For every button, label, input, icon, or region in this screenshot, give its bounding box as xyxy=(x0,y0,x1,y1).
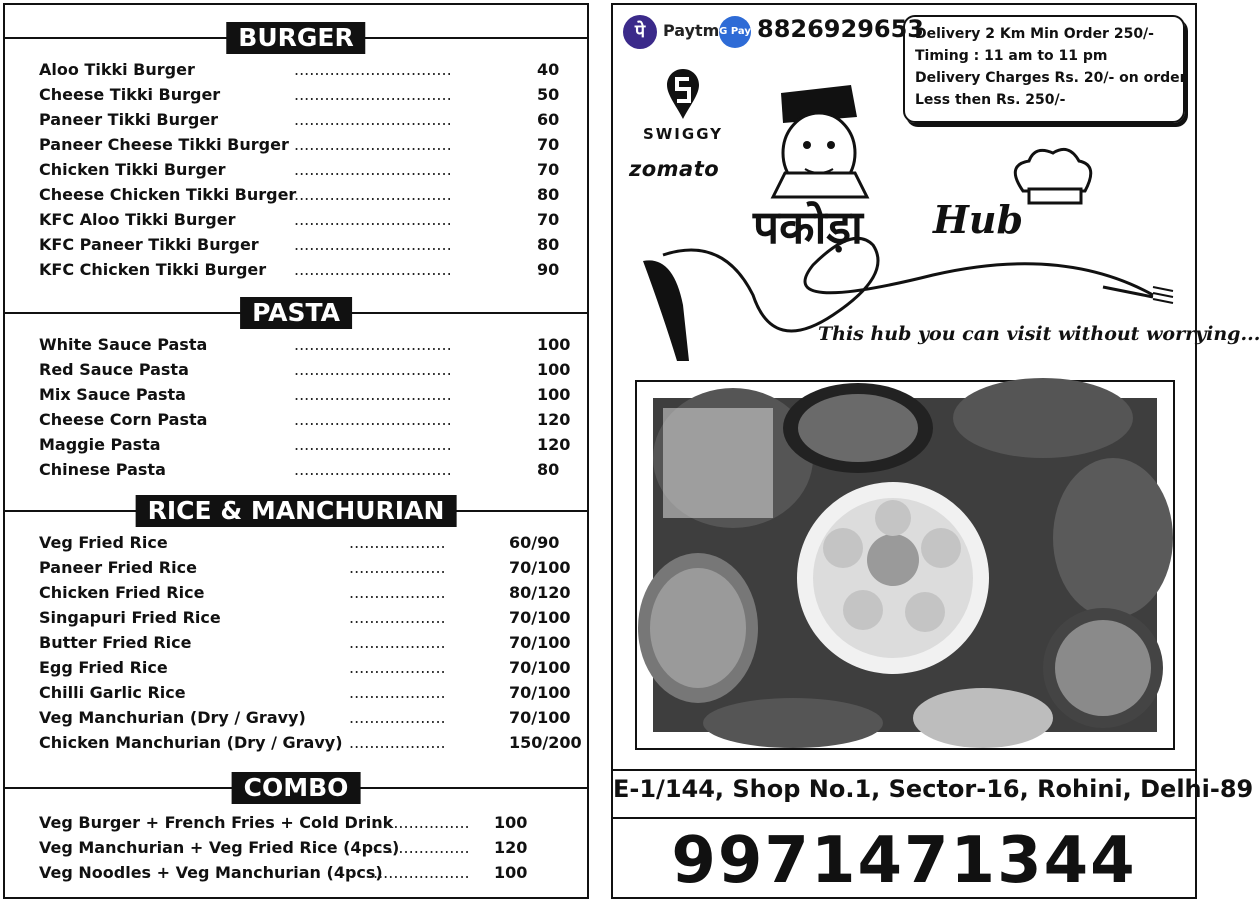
menu-item-price: 100 xyxy=(537,360,571,379)
contact-phone-number[interactable]: 9971471344 xyxy=(671,824,1137,898)
menu-item-name: Maggie Pasta xyxy=(39,435,161,454)
menu-item-price: 100 xyxy=(494,863,528,882)
menu-item-price: 90 xyxy=(537,260,560,279)
divider xyxy=(613,817,1195,819)
paytm-label: Paytm xyxy=(663,21,720,40)
menu-item-name: Veg Fried Rice xyxy=(39,533,168,552)
menu-item-leader: ................... xyxy=(349,583,446,602)
menu-item-price: 80/120 xyxy=(509,583,571,602)
knife-icon xyxy=(643,260,689,361)
section-header-pasta xyxy=(5,297,587,329)
menu-item-price: 70/100 xyxy=(509,658,571,677)
menu-item-name: Paneer Tikki Burger xyxy=(39,110,219,129)
menu-item-price: 60/90 xyxy=(509,533,560,552)
menu-item-name: Chicken Tikki Burger xyxy=(39,160,226,179)
menu-item-name: Mix Sauce Pasta xyxy=(39,385,186,404)
menu-item-name: Cheese Chicken Tikki Burger xyxy=(39,185,297,204)
section-title-combo: COMBO xyxy=(232,772,361,804)
menu-item-name: Cheese Corn Pasta xyxy=(39,410,208,429)
food-photo-frame xyxy=(635,380,1175,750)
phonepe-icon: पे xyxy=(623,15,657,49)
menu-item-price: 70/100 xyxy=(509,558,571,577)
menu-item-leader: ............................... xyxy=(294,360,452,379)
section-header-rice xyxy=(5,495,587,527)
menu-item-price: 40 xyxy=(537,60,560,79)
mascot-illustration xyxy=(773,85,867,197)
menu-item-leader: ................... xyxy=(349,683,446,702)
menu-item-name: Aloo Tikki Burger xyxy=(39,60,195,79)
brand-tagline: This hub you can visit without worrying... xyxy=(818,323,1260,345)
menu-item-price: 120 xyxy=(494,838,528,857)
menu-item-leader: ................... xyxy=(349,733,446,752)
payment-number[interactable]: 8826929653 xyxy=(757,15,924,43)
menu-item-price: 70 xyxy=(537,135,560,154)
menu-item-name: Red Sauce Pasta xyxy=(39,360,189,379)
menu-item-leader: ................... xyxy=(349,708,446,727)
menu-item-leader: ................... xyxy=(349,558,446,577)
menu-item-price: 70/100 xyxy=(509,608,571,627)
menu-item-price: 80 xyxy=(537,460,560,479)
section-header-burger xyxy=(5,22,587,54)
section-header-combo xyxy=(5,772,587,804)
brand-logo xyxy=(633,65,1187,365)
menu-item-name: Veg Manchurian + Veg Fried Rice (4pcs) xyxy=(39,838,400,857)
menu-item-name: Paneer Fried Rice xyxy=(39,558,197,577)
brand-name-hindi: पकोड़ा xyxy=(753,200,863,254)
section-title-rice: RICE & MANCHURIAN xyxy=(136,495,457,527)
menu-item-name: KFC Aloo Tikki Burger xyxy=(39,210,236,229)
menu-item-name: Veg Noodles + Veg Manchurian (4pcs) xyxy=(39,863,383,882)
menu-item-leader: ............................... xyxy=(294,410,452,429)
menu-item-leader: ............................... xyxy=(294,210,452,229)
menu-item-leader: ............................... xyxy=(294,135,452,154)
menu-item-name: Chicken Fried Rice xyxy=(39,583,205,602)
menu-item-name: Chicken Manchurian (Dry / Gravy) xyxy=(39,733,343,752)
menu-item-name: White Sauce Pasta xyxy=(39,335,208,354)
menu-item-price: 50 xyxy=(537,85,560,104)
menu-item-price: 70/100 xyxy=(509,633,571,652)
menu-panel xyxy=(3,3,589,899)
menu-item-price: 100 xyxy=(537,385,571,404)
menu-item-leader: ............................... xyxy=(294,185,452,204)
menu-item-leader: ............................... xyxy=(294,85,452,104)
menu-item-price: 70 xyxy=(537,210,560,229)
menu-item-price: 80 xyxy=(537,235,560,254)
menu-item-leader: ................... xyxy=(349,658,446,677)
menu-item-name: Cheese Tikki Burger xyxy=(39,85,221,104)
menu-item-leader: ................... xyxy=(349,533,446,552)
timing-info-line: Timing : 11 am to 11 pm xyxy=(915,48,1108,64)
menu-item-name: Chilli Garlic Rice xyxy=(39,683,186,702)
divider xyxy=(613,769,1195,771)
section-title-burger: BURGER xyxy=(226,22,365,54)
menu-item-price: 70 xyxy=(537,160,560,179)
menu-item-price: 70/100 xyxy=(509,708,571,727)
menu-item-name: Veg Burger + French Fries + Cold Drink xyxy=(39,813,394,832)
menu-item-price: 150/200 xyxy=(509,733,582,752)
delivery-info-line: Delivery 2 Km Min Order 250/- xyxy=(915,26,1154,42)
momos-food-photo xyxy=(653,398,1157,732)
menu-item-leader: ............................... xyxy=(294,60,452,79)
delivery-charge-line-2: Less then Rs. 250/- xyxy=(915,92,1066,108)
swiggy-label: SWIGGY xyxy=(642,125,724,143)
zomato-logo: zomato xyxy=(629,157,720,181)
menu-item-name: KFC Paneer Tikki Burger xyxy=(39,235,259,254)
menu-item-name: Veg Manchurian (Dry / Gravy) xyxy=(39,708,306,727)
menu-item-leader: ................... xyxy=(349,633,446,652)
delivery-charge-line: Delivery Charges Rs. 20/- on order xyxy=(915,70,1187,86)
menu-item-price: 70/100 xyxy=(509,683,571,702)
brand-name-suffix: Hub xyxy=(933,197,1024,242)
menu-item-leader: ................... xyxy=(349,608,446,627)
menu-item-name: Paneer Cheese Tikki Burger xyxy=(39,135,289,154)
branding-panel xyxy=(611,3,1260,899)
shop-address: E-1/144, Shop No.1, Sector-16, Rohini, Delhi-89 xyxy=(613,775,1254,803)
menu-item-price: 120 xyxy=(537,435,571,454)
menu-item-leader: ................... xyxy=(373,838,470,857)
menu-item-price: 80 xyxy=(537,185,560,204)
menu-item-leader: ............................... xyxy=(294,435,452,454)
menu-item-leader: ............................... xyxy=(294,335,452,354)
menu-item-leader: ............................... xyxy=(294,460,452,479)
chef-hat-icon xyxy=(1015,149,1090,203)
menu-item-name: Singapuri Fried Rice xyxy=(39,608,221,627)
gpay-icon: G Pay xyxy=(719,16,751,48)
menu-item-leader: ................... xyxy=(373,863,470,882)
menu-item-name: Butter Fried Rice xyxy=(39,633,192,652)
menu-item-name: Chinese Pasta xyxy=(39,460,166,479)
menu-item-leader: ............................... xyxy=(294,160,452,179)
menu-item-leader: ................... xyxy=(373,813,470,832)
menu-item-leader: ............................... xyxy=(294,385,452,404)
section-title-pasta: PASTA xyxy=(240,297,352,329)
menu-item-name: KFC Chicken Tikki Burger xyxy=(39,260,267,279)
menu-item-leader: ............................... xyxy=(294,235,452,254)
menu-item-leader: ............................... xyxy=(294,110,452,129)
menu-item-price: 100 xyxy=(537,335,571,354)
fork-icon xyxy=(1103,287,1173,303)
menu-item-leader: ............................... xyxy=(294,260,452,279)
menu-item-name: Egg Fried Rice xyxy=(39,658,168,677)
menu-item-price: 100 xyxy=(494,813,528,832)
menu-item-price: 120 xyxy=(537,410,571,429)
menu-item-price: 60 xyxy=(537,110,560,129)
